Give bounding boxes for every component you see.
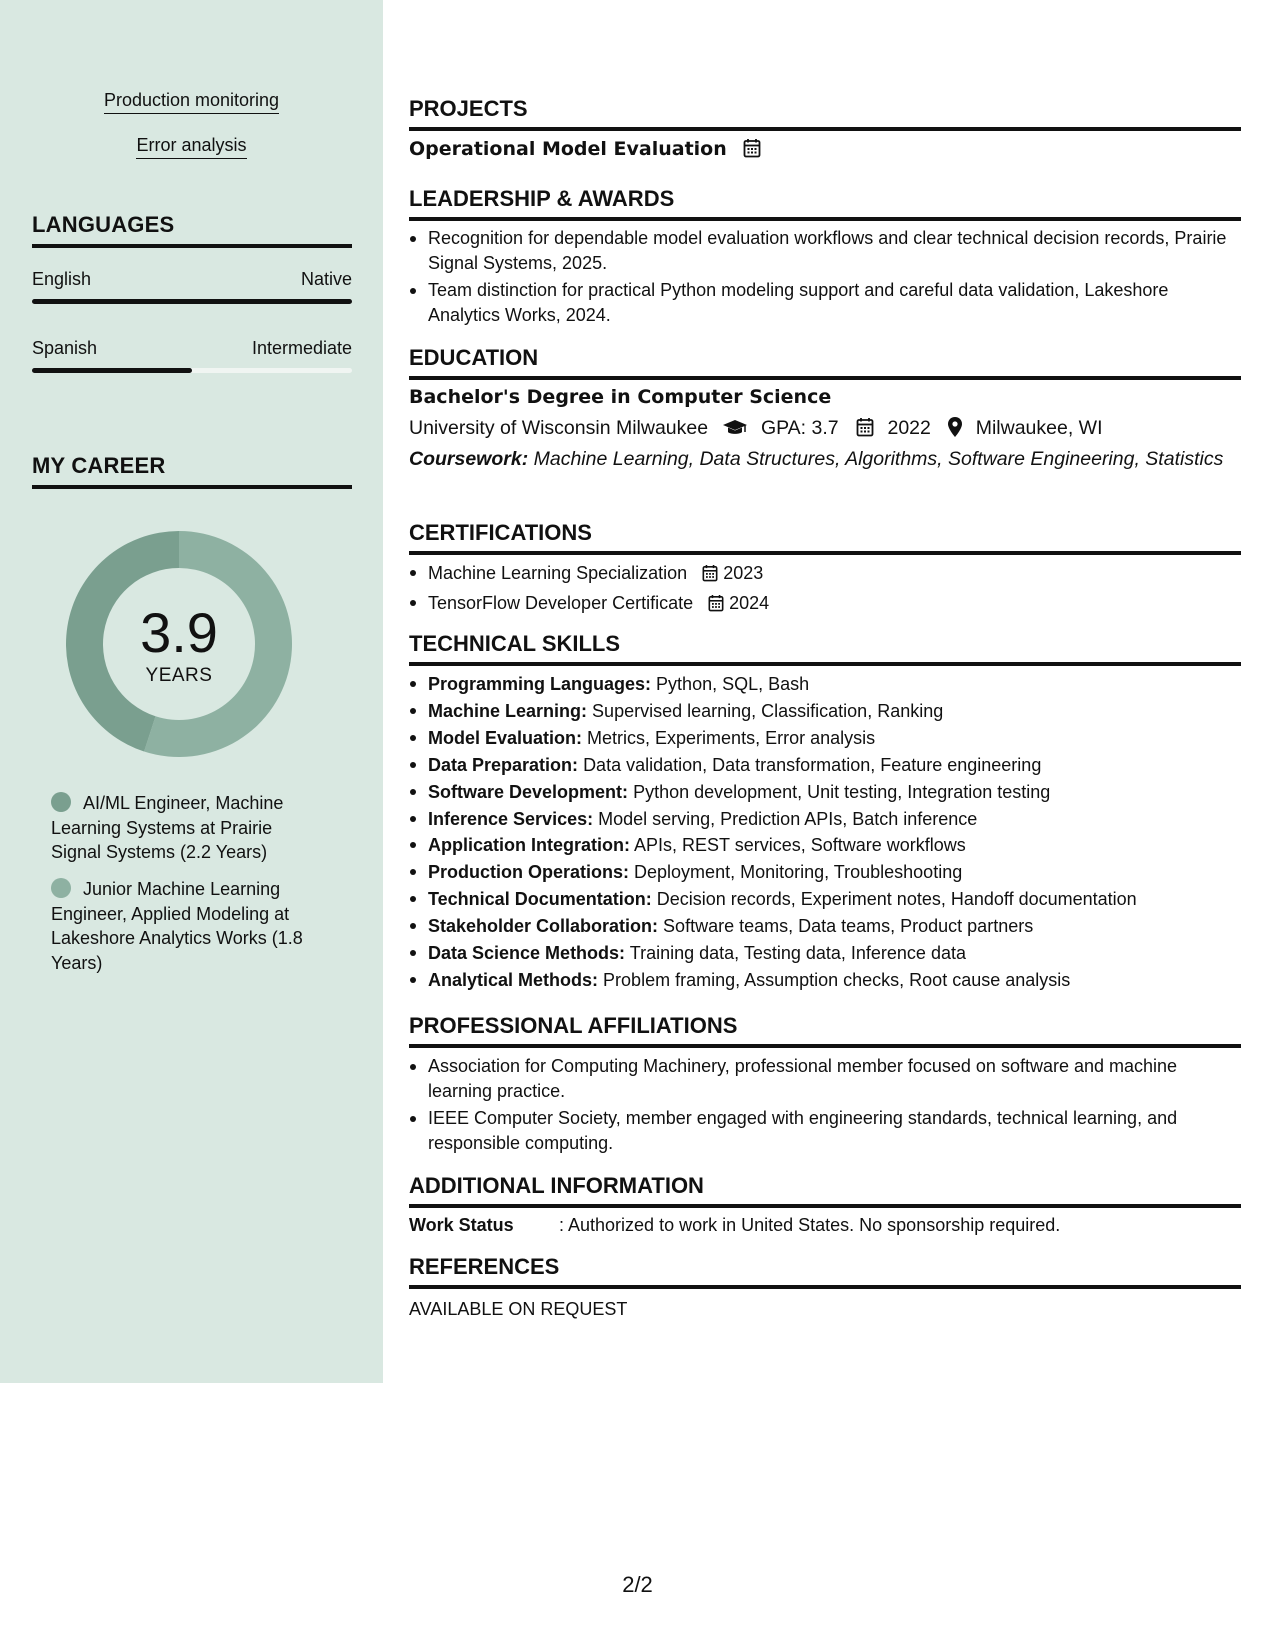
calendar-icon [856,417,874,444]
skill-values: Training data, Testing data, Inference data [629,943,966,964]
skill-category: Data Science Methods: [428,943,626,964]
career-legend-dot [51,792,71,812]
skill-category: Technical Documentation: [428,889,652,910]
skill-item [409,698,1241,725]
list-item [409,590,1241,620]
career-donut-chart [66,531,292,757]
coursework-list: Machine Learning, Data Structures, Algorithms, Software Engineering, Statistics [533,448,1224,470]
career-item-label: Junior Machine Learning Engineer, Applied Modeling at Lakeshore Analytics Works (1.8 Years) [51,879,303,973]
calendar-icon [743,138,761,165]
references-heading: REFERENCES [409,1254,1241,1289]
languages-heading: LANGUAGES [32,212,352,248]
work-status-row [409,1213,1241,1238]
coursework [409,447,1241,471]
skill-item [409,913,1241,940]
skill-values: Python, SQL, Bash [656,674,810,694]
certifications-heading: CERTIFICATIONS [409,520,1241,555]
list-item: Recognition for dependable model evaluation workflows and clear technical decision records, Prairie Signal Systems, 2025. [409,226,1241,275]
career-item [51,877,326,975]
work-status-value: : Authorized to work in United States. No sponsorship required. [559,1215,1061,1235]
language-proficiency-fill [32,299,352,304]
calendar-icon [708,593,724,620]
references-text: AVAILABLE ON REQUEST [409,1299,628,1319]
skills-heading: TECHNICAL SKILLS [409,631,1241,666]
additional-heading: ADDITIONAL INFORMATION [409,1173,1241,1208]
certification-name: TensorFlow Developer Certificate [428,592,694,613]
skill-item [409,752,1241,779]
list-item: Association for Computing Machinery, professional member focused on software and machine learning practice. [409,1054,1241,1103]
skill-category: Model Evaluation: [428,727,583,748]
career-item-label: AI/ML Engineer, Machine Learning Systems at Prairie Signal Systems (2.2 Years) [51,793,284,862]
skill-values: Deployment, Monitoring, Troubleshooting [634,862,963,883]
career-total-unit: YEARS [145,665,213,686]
leadership-heading: LEADERSHIP & AWARDS [409,186,1241,221]
skill-values: Data validation, Data transformation, Feature engineering [583,754,1042,775]
language-row [32,268,352,290]
language-level: Native [300,269,352,289]
skill-category: Software Development: [428,781,629,802]
skill-values: Problem framing, Assumption checks, Root cause analysis [603,969,1071,990]
skill-category: Analytical Methods: [428,969,599,990]
skill-item [409,886,1241,913]
skill-tag [0,89,383,114]
skill-tag-label: Production monitoring [104,89,279,114]
education-heading: EDUCATION [409,345,1241,380]
education-details [409,416,1241,444]
affiliations-heading: PROFESSIONAL AFFILIATIONS [409,1013,1241,1048]
certifications-list [409,560,1241,619]
skill-values: Software teams, Data teams, Product partners [663,916,1034,937]
affiliations-list [409,1054,1241,1155]
language-name: Spanish [32,338,98,358]
sidebar [0,0,383,1383]
project-item [409,137,1241,165]
skill-category: Machine Learning: [428,700,588,721]
gpa: GPA: 3.7 [760,417,839,439]
skill-tag-label: Error analysis [136,134,246,159]
skill-values: Python development, Unit testing, Integration testing [633,781,1051,802]
degree-title: Bachelor's Degree in Computer Science [409,386,832,408]
skill-item [409,832,1241,859]
skill-category: Data Preparation: [428,754,579,775]
skill-tag [0,134,383,159]
skill-values: Supervised learning, Classification, Ranking [592,700,944,721]
projects-heading: PROJECTS [409,96,1241,131]
skills-list [409,671,1241,994]
graduation-cap-icon [722,419,748,444]
skill-values: APIs, REST services, Software workflows [634,835,966,856]
project-title: Operational Model Evaluation [409,138,727,160]
career-legend-dot [51,878,71,898]
skill-category: Production Operations: [428,862,630,883]
school-name: University of Wisconsin Milwaukee [409,417,709,439]
language-row [32,337,352,359]
skill-category: Stakeholder Collaboration: [428,916,659,937]
language-proficiency-fill [32,368,192,373]
work-status-label: Work Status [409,1215,514,1235]
certification-year: 2024 [729,592,770,613]
skill-values: Decision records, Experiment notes, Handoff documentation [656,889,1137,910]
school-location: Milwaukee, WI [975,417,1103,439]
language-proficiency-bar [32,299,352,304]
career-total-value: 3.9 [140,601,218,664]
language-level: Intermediate [251,338,352,358]
list-item [409,560,1241,590]
page-number: 2/2 [622,1572,653,1597]
language-name: English [32,269,92,289]
career-item [51,791,326,865]
skill-item [409,940,1241,967]
graduation-year: 2022 [887,417,931,439]
skill-item [409,779,1241,806]
skill-values: Model serving, Prediction APIs, Batch inference [598,808,978,829]
calendar-icon [702,563,718,590]
skill-item [409,859,1241,886]
skill-item [409,967,1241,994]
map-pin-icon [948,417,962,444]
skill-category: Application Integration: [428,835,630,856]
skill-item [409,806,1241,833]
career-total [66,531,292,757]
coursework-label: Coursework: [409,448,529,470]
list-item: Team distinction for practical Python modeling support and careful data validation, Lakeshore Analytics Works, 2024. [409,278,1241,327]
language-proficiency-bar [32,368,352,373]
skill-category: Inference Services: [428,808,594,829]
certification-name: Machine Learning Specialization [428,563,688,583]
leadership-list [409,226,1241,327]
skill-values: Metrics, Experiments, Error analysis [587,727,876,748]
skill-item [409,671,1241,698]
list-item: IEEE Computer Society, member engaged with engineering standards, technical learning, and responsible computing. [409,1106,1241,1155]
skill-category: Programming Languages: [428,674,652,694]
career-heading: MY CAREER [32,453,352,489]
skill-item [409,725,1241,752]
certification-year: 2023 [723,563,764,583]
